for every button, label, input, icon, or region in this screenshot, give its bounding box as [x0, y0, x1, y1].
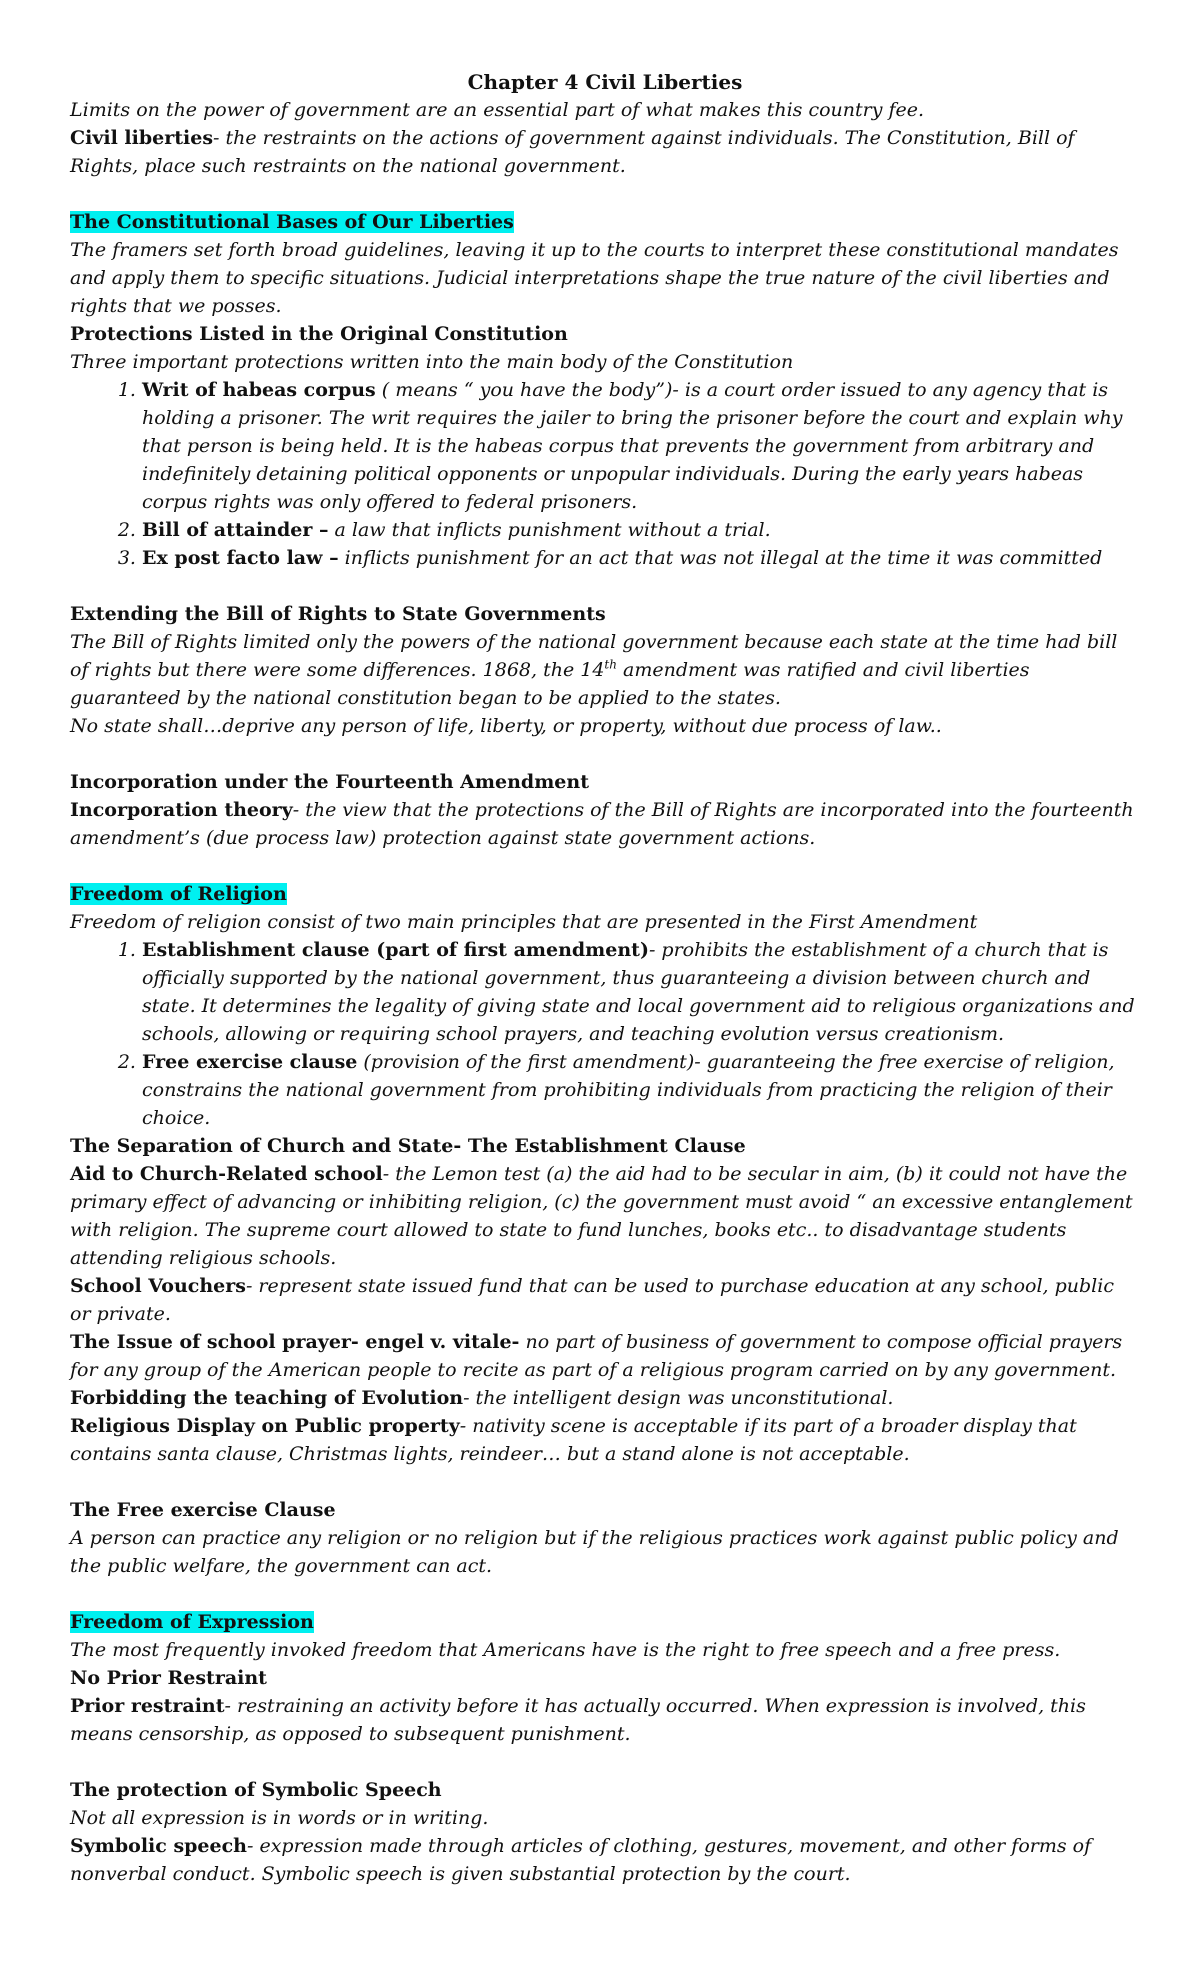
definition: - the intelligent design was unconstitutional.	[463, 1387, 894, 1409]
highlighted-heading: Freedom of Religion	[70, 883, 287, 905]
paragraph	[70, 628, 1140, 712]
entry	[70, 1328, 1140, 1384]
quote: No state shall…deprive any person of life, liberty, or property, without due process of law..	[70, 715, 942, 737]
term: Aid to Church-Related school	[70, 1163, 383, 1185]
entry	[70, 1160, 1140, 1272]
subheading-symbolic-speech: The protection of Symbolic Speech	[70, 1779, 442, 1801]
term: Ex post facto law –	[142, 547, 339, 569]
term: Forbidding the teaching of Evolution	[70, 1387, 464, 1409]
term: Free exercise clause	[142, 1051, 358, 1073]
definition: - the Lemon test (a) the aid had to be secular in aim, (b) it could not have the primary effect of advancing or inhibiting religion, (c) the government must avoid “ an excessive entanglement with religion. The supreme court allowed to state to fund lunches, books etc.. to disadvantage students attending religious schools.	[70, 1163, 1133, 1269]
definition: - expression made through articles of clothing, gestures, movement, and other forms of nonverbal conduct. Symbolic speech is given substantial protection by the court.	[70, 1835, 1092, 1885]
entry	[70, 1272, 1140, 1328]
highlighted-heading: Freedom of Expression	[70, 1611, 314, 1633]
highlighted-heading: The Constitutional Bases of Our Liberties	[70, 211, 514, 233]
subheading-prior-restraint: No Prior Restraint	[70, 1667, 267, 1689]
paragraph: Three important protections written into the main body of the Constitution	[70, 351, 794, 373]
paragraph: Not all expression is in words or in writing.	[70, 1807, 489, 1829]
paragraph: The framers set forth broad guidelines, leaving it up to the courts to interpret these constitutional mandates and apply them to specific situations. Judicial interpretations shape the true nature of the civil liberties and rights that we posses.	[70, 239, 1119, 317]
definition: - restraining an activity before it has actually occurred. When expression is involved, this means censorship, as opposed to subsequent punishment.	[70, 1695, 1086, 1745]
subheading-free-exercise: The Free exercise Clause	[70, 1499, 336, 1521]
civil-liberties-definition	[70, 124, 1140, 180]
section-heading-expression	[70, 1608, 1140, 1636]
term: The Issue of school prayer- engel v. vitale-	[70, 1331, 520, 1353]
list-item	[142, 544, 1140, 572]
section-heading-constitutional-bases	[70, 208, 1140, 236]
term: Civil liberties	[70, 127, 214, 149]
page-title: Chapter 4 Civil Liberties	[467, 70, 743, 94]
list-item	[142, 516, 1140, 544]
definition: - nativity scene is acceptable if its part of a broader display that contains santa clause, Christmas lights, reindeer… but a stand alone is not acceptable.	[70, 1415, 1077, 1465]
list-item	[142, 376, 1140, 516]
paragraph: The most frequently invoked freedom that Americans have is the right to free speech and a free press.	[70, 1639, 1061, 1661]
intro-text: Limits on the power of government are an essential part of what makes this country fee.	[70, 99, 925, 121]
paragraph: Freedom of religion consist of two main principles that are presented in the First Amendment	[70, 911, 978, 933]
definition: ( means “ you have the body”)- is a court order issued to any agency that is holding a prisoner. The writ requires the jailer to bring the prisoner before the court and explain why that person is being held. It is the habeas corpus that prevents the government from arbitrary and indefinitely detaining political opponents or unpopular individuals. During the early years habeas corpus rights was only offered to federal prisoners.	[142, 379, 1123, 513]
term: Bill of attainder –	[142, 519, 329, 541]
term: Incorporation theory	[70, 799, 293, 821]
entry	[70, 1384, 1140, 1412]
term: School Vouchers	[70, 1275, 246, 1297]
paragraph: A person can practice any religion or no religion but if the religious practices work against public policy and the public welfare, the government can act.	[70, 1527, 1119, 1577]
entry	[70, 1412, 1140, 1468]
symbolic-speech-definition	[70, 1832, 1140, 1888]
definition: a law that inflicts punishment without a trial.	[328, 519, 771, 541]
definition: no part of business of government to compose official prayers for any group of the American people to recite as part of a religious program carried on by any government.	[70, 1331, 1123, 1381]
section-heading-religion	[70, 880, 1140, 908]
prior-restraint-definition	[70, 1692, 1140, 1748]
definition: - the restraints on the actions of government against individuals. The Constitution, Bill of Rights, place such restraints on the national government.	[70, 127, 1075, 177]
list-item	[142, 1048, 1140, 1132]
protections-list	[70, 376, 1140, 572]
superscript: th	[604, 657, 617, 672]
term: Prior restraint	[70, 1695, 225, 1717]
term: Writ of habeas corpus	[142, 379, 376, 401]
subheading-incorporation: Incorporation under the Fourteenth Amendment	[70, 771, 589, 793]
religion-clauses-list	[70, 936, 1140, 1132]
subheading-extending: Extending the Bill of Rights to State Governments	[70, 603, 606, 625]
term: Religious Display on Public property	[70, 1415, 460, 1437]
subheading-separation: The Separation of Church and State- The Establishment Clause	[70, 1135, 746, 1157]
definition: (provision of the first amendment)- guaranteeing the free exercise of religion, constrains the national government from prohibiting individuals from practicing the religion of their choice.	[142, 1051, 1115, 1129]
definition: inflicts punishment for an act that was not illegal at the time it was committed	[338, 547, 1103, 569]
term: Symbolic speech	[70, 1835, 247, 1857]
text: The Bill of Rights limited only the powers of the national government because each state at the time had bill of rights but there were some differences. 1868, the 14	[70, 631, 1118, 681]
definition: - represent state issued fund that can be used to purchase education at any school, public or private.	[70, 1275, 1114, 1325]
document-page	[70, 68, 1140, 1888]
list-item	[142, 936, 1140, 1048]
subheading-protections: Protections Listed in the Original Constitution	[70, 323, 568, 345]
definition: - prohibits the establishment of a church that is officially supported by the national government, thus guaranteeing a division between church and state. It determines the legality of giving state and local government aid to religious organizations and schools, allowing or requiring school prayers, and teaching evolution versus creationism.	[142, 939, 1135, 1045]
definition: - the view that the protections of the Bill of Rights are incorporated into the fourteenth amendment’s (due process law) protection against state government actions.	[70, 799, 1134, 849]
term: Establishment clause (part of first amendment)	[142, 939, 649, 961]
incorporation-definition	[70, 796, 1140, 852]
text: amendment was ratified and civil liberties guaranteed by the national constitution began to be applied to the states.	[70, 659, 1030, 709]
